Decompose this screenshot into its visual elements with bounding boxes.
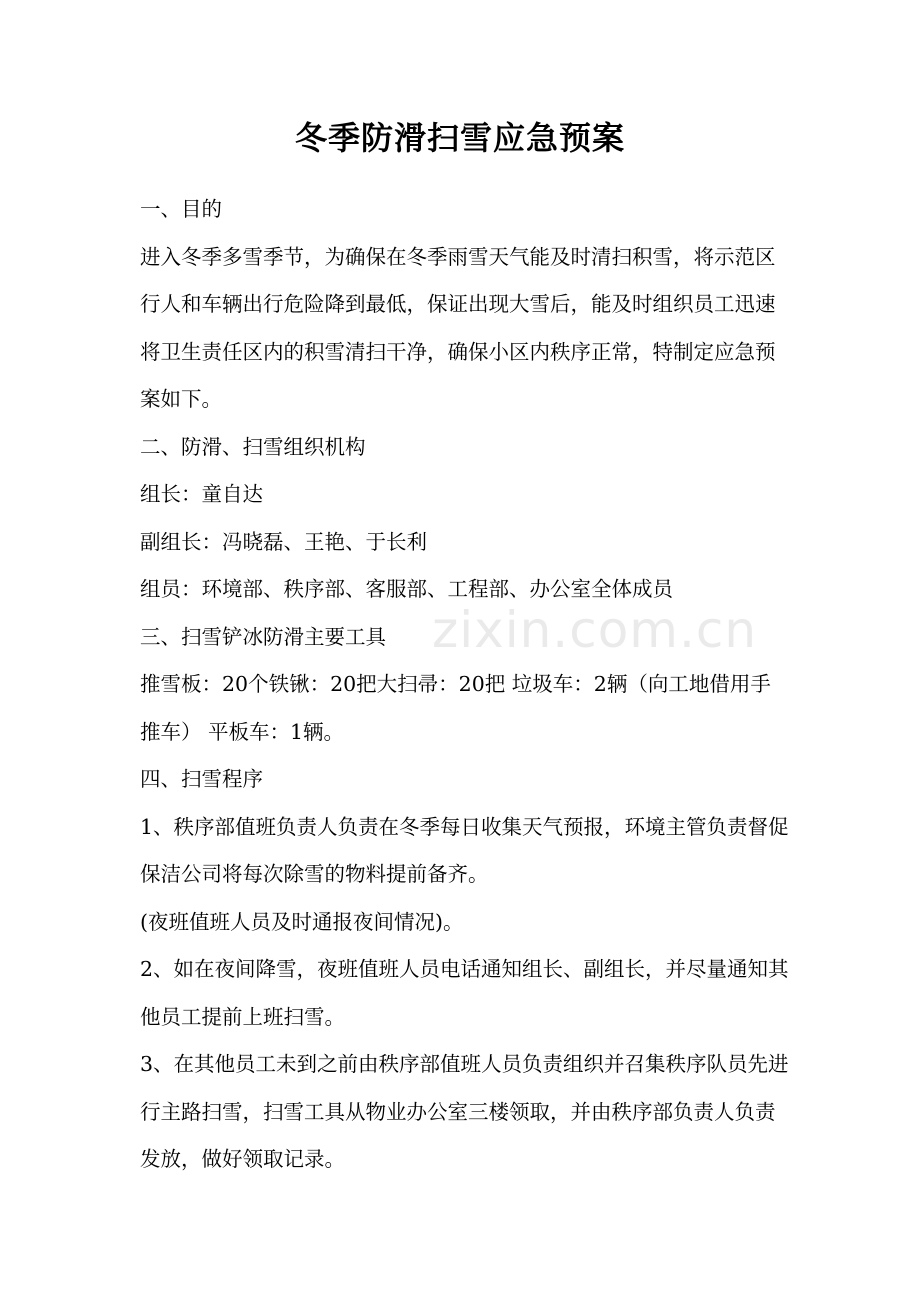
team-members: 组员：环境部、秩序部、客服部、工程部、办公室全体成员 bbox=[140, 577, 673, 601]
paragraph-purpose: 进入冬季多雪季节，为确保在冬季雨雪天气能及时清扫积雪，将示范区行人和车辆出行危险降到最低，保证出现大雪后，能及时组织员工迅速将卫生责任区内的积雪清扫干净，确保小区内秩序正常，特制定应急预案如下。 bbox=[140, 244, 776, 411]
document-title: 冬季防滑扫雪应急预案 bbox=[294, 119, 625, 157]
section-heading-procedure: 四、扫雪程序 bbox=[140, 767, 263, 791]
paragraph-tools: 推雪板：20个铁锹：20把大扫帚：20把 垃圾车：2辆（向工地借用手推车） 平板车：1辆。 bbox=[140, 672, 771, 744]
deputy-leaders: 副组长：冯晓磊、王艳、于长利 bbox=[140, 529, 427, 554]
procedure-step-1: 1、秩序部值班负责人负责在冬季每日收集天气预报，环境主管负责督促保洁公司将每次除雪的物料提前备齐。 bbox=[140, 814, 789, 886]
section-heading-organization: 二、防滑、扫雪组织机构 bbox=[140, 434, 366, 459]
procedure-step-2: 2、如在夜间降雪，夜班值班人员电话通知组长、副组长，并尽量通知其他员工提前上班扫雪。 bbox=[140, 957, 789, 1029]
watermark: zixin.com.cn bbox=[432, 601, 758, 659]
section-heading-purpose: 一、目的 bbox=[140, 197, 222, 221]
procedure-step-1-note: (夜班值班人员及时通报夜间情况)。 bbox=[140, 909, 464, 934]
document-body bbox=[140, 186, 790, 1184]
section-heading-tools: 三、扫雪铲冰防滑主要工具 bbox=[140, 624, 386, 649]
team-leader: 组长：童自达 bbox=[140, 482, 263, 506]
procedure-step-3: 3、在其他员工未到之前由秩序部值班人员负责组织并召集秩序队员先进行主路扫雪，扫雪工具从物业办公室三楼领取，并由秩序部负责人负责发放，做好领取记录。 bbox=[140, 1052, 789, 1171]
